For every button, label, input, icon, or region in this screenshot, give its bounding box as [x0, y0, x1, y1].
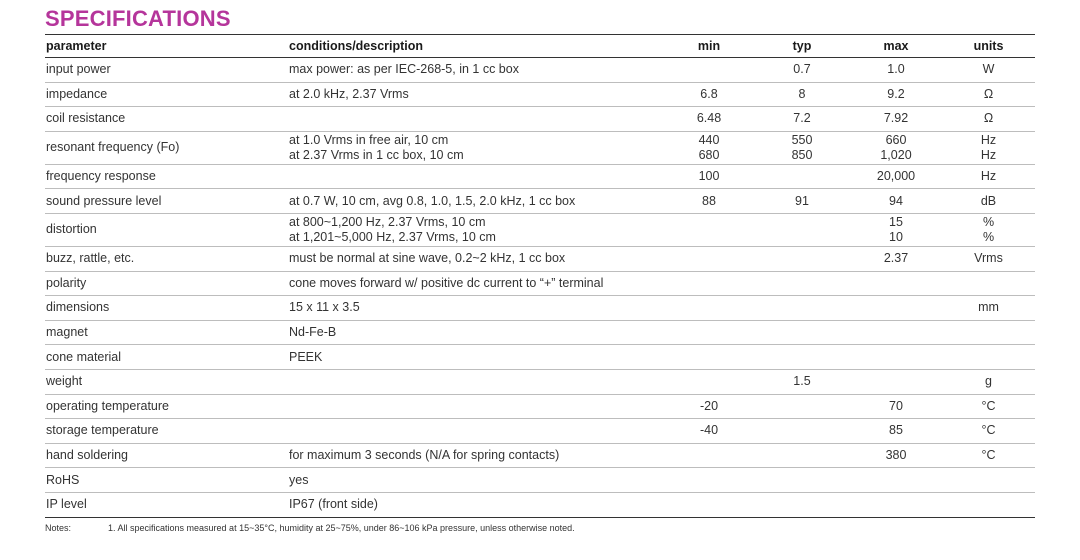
cell-max: [850, 131, 942, 164]
cell-typ-line: [755, 230, 849, 245]
cell-min-line: [665, 276, 753, 291]
cell-units-line: Vrms: [974, 251, 1003, 266]
cell-typ-line: [755, 473, 849, 488]
table-row: [45, 419, 1035, 444]
cell-parameter: impedance: [45, 82, 288, 107]
table-row: [45, 320, 1035, 345]
table-row: [45, 271, 1035, 296]
cell-min: [664, 131, 754, 164]
cell-max-line: 380: [885, 448, 907, 463]
cell-min: [664, 296, 754, 321]
cell-conditions: [288, 189, 664, 214]
table-row: [45, 131, 1035, 164]
cell-parameter: hand soldering: [45, 443, 288, 468]
cell-max: [850, 107, 942, 132]
header-units: units: [942, 35, 1035, 58]
cell-min: [664, 345, 754, 370]
cell-min: [664, 394, 754, 419]
cell-min: [664, 271, 754, 296]
cell-conditions-line: at 800~1,200 Hz, 2.37 Vrms, 10 cm: [289, 214, 486, 229]
table-row: [45, 246, 1035, 271]
cell-typ: [754, 213, 850, 246]
cell-max-line: [851, 473, 941, 488]
cell-min-line: [665, 350, 753, 365]
table-row: [45, 394, 1035, 419]
cell-max-line: [851, 374, 941, 389]
cell-min-line: 6.8: [700, 86, 718, 101]
cell-min-line: [665, 251, 753, 266]
cell-typ-line: 850: [791, 147, 813, 162]
cell-min-line: [665, 230, 753, 245]
cell-typ-line: [755, 423, 849, 438]
cell-parameter: operating temperature: [45, 394, 288, 419]
cell-conditions-line: max power: as per IEC-268-5, in 1 cc box: [289, 62, 519, 77]
cell-typ: [754, 369, 850, 394]
cell-min-line: [665, 215, 753, 230]
cell-parameter: distortion: [45, 213, 288, 246]
cell-units: [942, 394, 1035, 419]
notes-label: Notes:: [45, 522, 72, 533]
cell-conditions-line: [289, 423, 663, 438]
cell-units: [942, 345, 1035, 370]
cell-min: [664, 82, 754, 107]
cell-units-line: Hz: [980, 147, 997, 162]
cell-min-line: [665, 62, 753, 77]
cell-typ: [754, 271, 850, 296]
cell-min-line: -20: [699, 398, 719, 413]
cell-max: [850, 246, 942, 271]
table-row: [45, 443, 1035, 468]
cell-max-line: [851, 276, 941, 291]
cell-typ: [754, 296, 850, 321]
cell-units: [942, 320, 1035, 345]
cell-max: [850, 213, 942, 246]
cell-typ-line: 7.2: [793, 111, 811, 126]
cell-min-line: 88: [702, 193, 716, 208]
cell-typ: [754, 468, 850, 493]
cell-parameter: magnet: [45, 320, 288, 345]
cell-min: [664, 213, 754, 246]
cell-typ-line: 1.5: [793, 374, 811, 389]
cell-min-line: [665, 448, 753, 463]
cell-max: [850, 164, 942, 189]
cell-typ-line: 550: [791, 132, 813, 147]
cell-units: [942, 271, 1035, 296]
cell-min: [664, 492, 754, 517]
cell-max-line: 2.37: [883, 251, 909, 266]
cell-conditions: [288, 131, 664, 164]
cell-typ: [754, 345, 850, 370]
cell-conditions: [288, 246, 664, 271]
cell-units-line: dB: [980, 193, 997, 208]
cell-conditions-line: PEEK: [289, 349, 323, 364]
cell-units-line: %: [982, 229, 995, 244]
cell-min-line: 440: [698, 132, 720, 147]
cell-parameter: weight: [45, 369, 288, 394]
cell-typ: [754, 492, 850, 517]
cell-max-line: 15: [889, 214, 903, 229]
cell-units: [942, 468, 1035, 493]
cell-units: [942, 58, 1035, 83]
cell-min: [664, 468, 754, 493]
table-row: [45, 492, 1035, 517]
cell-units-line: [943, 473, 1034, 488]
table-row: [45, 296, 1035, 321]
cell-conditions-line: yes: [289, 472, 309, 487]
cell-parameter: storage temperature: [45, 419, 288, 444]
cell-min-line: 100: [698, 169, 720, 184]
cell-units-line: W: [982, 62, 995, 77]
cell-max-line: 660: [885, 132, 907, 147]
cell-min: [664, 189, 754, 214]
cell-units: [942, 164, 1035, 189]
cell-conditions: [288, 369, 664, 394]
cell-min-line: [665, 497, 753, 512]
cell-typ: [754, 394, 850, 419]
cell-parameter: RoHS: [45, 468, 288, 493]
table-row: [45, 82, 1035, 107]
cell-units-line: [943, 350, 1034, 365]
cell-typ-line: [755, 169, 849, 184]
cell-typ-line: [755, 251, 849, 266]
cell-max: [850, 296, 942, 321]
cell-typ-line: 8: [798, 86, 806, 101]
cell-conditions-line: for maximum 3 seconds (N/A for spring contacts): [289, 448, 560, 463]
cell-conditions-line: at 2.0 kHz, 2.37 Vrms: [289, 86, 409, 101]
cell-max-line: [851, 350, 941, 365]
cell-max-line: [851, 300, 941, 315]
cell-conditions: [288, 468, 664, 493]
cell-typ-line: [755, 300, 849, 315]
cell-max: [850, 394, 942, 419]
cell-units: [942, 189, 1035, 214]
table-row: [45, 468, 1035, 493]
cell-conditions-line: [289, 399, 663, 414]
table-body: [45, 58, 1035, 518]
cell-max: [850, 419, 942, 444]
cell-conditions: [288, 213, 664, 246]
cell-max: [850, 271, 942, 296]
specifications-table: [45, 34, 1035, 518]
cell-parameter: dimensions: [45, 296, 288, 321]
cell-units-line: [943, 325, 1034, 340]
cell-units-line: °C: [981, 423, 996, 438]
notes: [45, 523, 1035, 533]
cell-typ: [754, 443, 850, 468]
cell-units: [942, 443, 1035, 468]
cell-units: [942, 213, 1035, 246]
cell-max-line: 85: [889, 423, 903, 438]
cell-typ-line: [755, 399, 849, 414]
table-row: [45, 164, 1035, 189]
table-row: [45, 58, 1035, 83]
cell-min-line: -40: [699, 423, 719, 438]
cell-typ-line: [755, 448, 849, 463]
cell-conditions-line: [289, 169, 663, 184]
cell-units: [942, 369, 1035, 394]
header-typ: typ: [754, 35, 850, 58]
cell-parameter: IP level: [45, 492, 288, 517]
table-row: [45, 345, 1035, 370]
cell-typ: [754, 246, 850, 271]
cell-min-line: [665, 300, 753, 315]
cell-conditions-line: Nd-Fe-B: [289, 325, 337, 340]
cell-units-line: %: [982, 214, 995, 229]
cell-min: [664, 164, 754, 189]
cell-max-line: 70: [889, 398, 903, 413]
cell-conditions-line: at 2.37 Vrms in 1 cc box, 10 cm: [289, 147, 464, 162]
cell-conditions: [288, 394, 664, 419]
cell-max: [850, 189, 942, 214]
page-title: SPECIFICATIONS: [45, 6, 231, 31]
cell-conditions: [288, 345, 664, 370]
cell-conditions: [288, 320, 664, 345]
cell-typ: [754, 58, 850, 83]
cell-conditions: [288, 419, 664, 444]
cell-conditions: [288, 58, 664, 83]
cell-typ: [754, 131, 850, 164]
note-item: 1. All specifications measured at 15~35°C, humidity at 25~75%, under 86~106 kPa pressure, unless otherwise noted.: [108, 522, 575, 533]
cell-conditions-line: [289, 111, 663, 126]
table-row: [45, 107, 1035, 132]
cell-max-line: 1.0: [887, 62, 905, 77]
cell-conditions: [288, 164, 664, 189]
cell-min: [664, 443, 754, 468]
cell-conditions-line: at 1,201~5,000 Hz, 2.37 Vrms, 10 cm: [289, 229, 496, 244]
cell-min-line: 6.48: [696, 111, 722, 126]
cell-units: [942, 492, 1035, 517]
table-header-row: [45, 35, 1035, 58]
cell-min: [664, 58, 754, 83]
cell-parameter: resonant frequency (Fo): [45, 131, 288, 164]
cell-min-line: 680: [698, 147, 720, 162]
cell-units: [942, 82, 1035, 107]
cell-units: [942, 296, 1035, 321]
cell-typ: [754, 189, 850, 214]
cell-typ-line: [755, 350, 849, 365]
cell-conditions-line: at 0.7 W, 10 cm, avg 0.8, 1.0, 1.5, 2.0 kHz, 1 cc box: [289, 193, 576, 208]
cell-units-line: [943, 276, 1034, 291]
cell-max-line: 10: [889, 229, 903, 244]
cell-typ: [754, 82, 850, 107]
cell-units-line: Ω: [983, 86, 994, 101]
cell-max-line: [851, 497, 941, 512]
cell-conditions-line: [289, 374, 663, 389]
cell-min: [664, 419, 754, 444]
cell-max-line: 7.92: [883, 111, 909, 126]
cell-units-line: [943, 497, 1034, 512]
cell-conditions: [288, 443, 664, 468]
cell-typ: [754, 320, 850, 345]
cell-conditions: [288, 296, 664, 321]
cell-conditions-line: at 1.0 Vrms in free air, 10 cm: [289, 132, 449, 147]
cell-conditions: [288, 82, 664, 107]
cell-max-line: 1,020: [880, 147, 912, 162]
cell-parameter: coil resistance: [45, 107, 288, 132]
cell-typ-line: [755, 276, 849, 291]
cell-max: [850, 492, 942, 517]
cell-max: [850, 82, 942, 107]
cell-typ-line: [755, 215, 849, 230]
cell-units-line: °C: [981, 448, 996, 463]
cell-parameter: polarity: [45, 271, 288, 296]
cell-typ: [754, 419, 850, 444]
cell-typ-line: 0.7: [793, 62, 811, 77]
cell-typ-line: [755, 497, 849, 512]
cell-max-line: 94: [889, 193, 903, 208]
table-row: [45, 213, 1035, 246]
cell-min-line: [665, 374, 753, 389]
cell-units: [942, 131, 1035, 164]
header-max: max: [850, 35, 942, 58]
cell-conditions-line: IP67 (front side): [289, 497, 378, 512]
cell-units-line: mm: [978, 300, 999, 315]
header-parameter: parameter: [45, 35, 288, 58]
cell-units-line: Hz: [980, 132, 997, 147]
cell-parameter: sound pressure level: [45, 189, 288, 214]
cell-conditions: [288, 271, 664, 296]
table-row: [45, 369, 1035, 394]
cell-units: [942, 107, 1035, 132]
cell-units-line: g: [985, 374, 992, 389]
cell-conditions-line: must be normal at sine wave, 0.2~2 kHz, 1 cc box: [289, 251, 566, 266]
cell-conditions: [288, 492, 664, 517]
cell-max-line: 9.2: [887, 86, 905, 101]
cell-parameter: buzz, rattle, etc.: [45, 246, 288, 271]
cell-min: [664, 369, 754, 394]
cell-units: [942, 246, 1035, 271]
cell-parameter: input power: [45, 58, 288, 83]
cell-conditions-line: cone moves forward w/ positive dc current to “+” terminal: [289, 275, 604, 290]
cell-min: [664, 320, 754, 345]
cell-max: [850, 443, 942, 468]
cell-min-line: [665, 473, 753, 488]
cell-conditions-line: 15 x 11 x 3.5: [289, 300, 360, 315]
cell-units-line: Hz: [980, 169, 997, 184]
cell-min: [664, 246, 754, 271]
cell-max-line: [851, 325, 941, 340]
cell-units: [942, 419, 1035, 444]
cell-typ: [754, 164, 850, 189]
cell-typ: [754, 107, 850, 132]
cell-typ-line: 91: [795, 193, 809, 208]
cell-max: [850, 58, 942, 83]
header-min: min: [664, 35, 754, 58]
cell-parameter: frequency response: [45, 164, 288, 189]
cell-units-line: °C: [981, 398, 996, 413]
cell-min-line: [665, 325, 753, 340]
cell-max: [850, 320, 942, 345]
cell-max-line: 20,000: [876, 169, 916, 184]
cell-max: [850, 468, 942, 493]
cell-max: [850, 369, 942, 394]
cell-min: [664, 107, 754, 132]
cell-parameter: cone material: [45, 345, 288, 370]
cell-units-line: Ω: [983, 111, 994, 126]
header-conditions: conditions/description: [288, 35, 664, 58]
cell-max: [850, 345, 942, 370]
table-row: [45, 189, 1035, 214]
cell-conditions: [288, 107, 664, 132]
cell-typ-line: [755, 325, 849, 340]
